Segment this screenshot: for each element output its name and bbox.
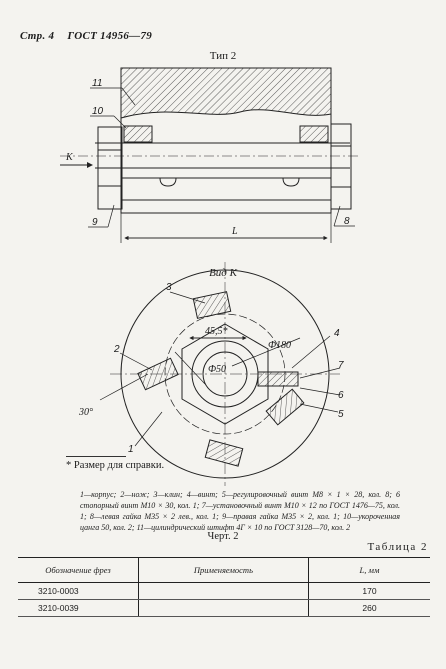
dimension-diameter-50: Ф50 [208, 364, 227, 375]
col-header-designation: Обозначение фрез [18, 558, 138, 583]
callout-4: 4 [334, 328, 340, 339]
side-view [60, 68, 360, 213]
callout-5: 5 [338, 409, 344, 420]
right-collet [300, 126, 328, 142]
right-nut [331, 124, 351, 209]
footnote-separator [66, 456, 126, 457]
col-header-length: L, мм [308, 558, 430, 583]
knife-slot [205, 440, 243, 466]
parts-legend: 1—корпус; 2—нож; 3—клин; 4—винт; 5—регулировочный винт М8 × 1 × 28, кол. 8; 6 стопорный винт М10 × 30, кол. 1; 7—установочный винт М10 × 12 по ГОСТ 1476—75, кол. 1; 8—левая гайка М35 × 2 лев., кол. 1; 9—правая гайка М35 × 2, кол. 1; 10—укороченная цанга 50, кол. 2; 11—цилиндрический штифт 4Г × 10 по ГОСТ 3128—70, кол. 2 [80, 490, 400, 532]
callout-3: 3 [166, 282, 172, 293]
left-collet [124, 126, 152, 142]
cell-designation: 3210-0039 [18, 600, 138, 617]
view-arrow-label: K [66, 152, 73, 163]
spec-table [18, 557, 430, 617]
page-number: Стр. 4 [20, 30, 55, 42]
col-header-applicability: Применяемость [138, 558, 308, 583]
table-header-row [18, 558, 430, 583]
table-caption: Таблица 2 [367, 541, 428, 553]
table-row [18, 583, 430, 600]
callout-11: 11 [92, 78, 103, 89]
callout-2: 2 [114, 344, 120, 355]
knife-slot [266, 389, 304, 425]
cell-length: 170 [308, 583, 430, 600]
callout-10: 10 [92, 106, 104, 117]
callout-8: 8 [344, 216, 350, 227]
cell-applicability [138, 583, 308, 600]
callout-7: 7 [338, 360, 344, 371]
callout-1: 1 [128, 444, 134, 455]
callout-6: 6 [338, 390, 344, 401]
dimension-diameter-180: Ф180 [268, 340, 292, 351]
view-title: Вид К [209, 267, 237, 279]
figure-caption: Черт. 2 [207, 531, 239, 542]
dimension-length: L [232, 226, 238, 237]
standard-number: ГОСТ 14956—79 [67, 30, 153, 42]
callout-9: 9 [92, 217, 98, 228]
cell-designation: 3210-0003 [18, 583, 138, 600]
cell-applicability [138, 600, 308, 617]
type-title: Тип 2 [209, 50, 237, 62]
footnote: * Размер для справки. [66, 460, 165, 471]
table-row [18, 600, 430, 617]
dimension-width: 45,5* [205, 326, 228, 337]
hatched-section [121, 68, 331, 118]
cell-length: 260 [308, 600, 430, 617]
dimension-angle: 30° [79, 407, 93, 418]
